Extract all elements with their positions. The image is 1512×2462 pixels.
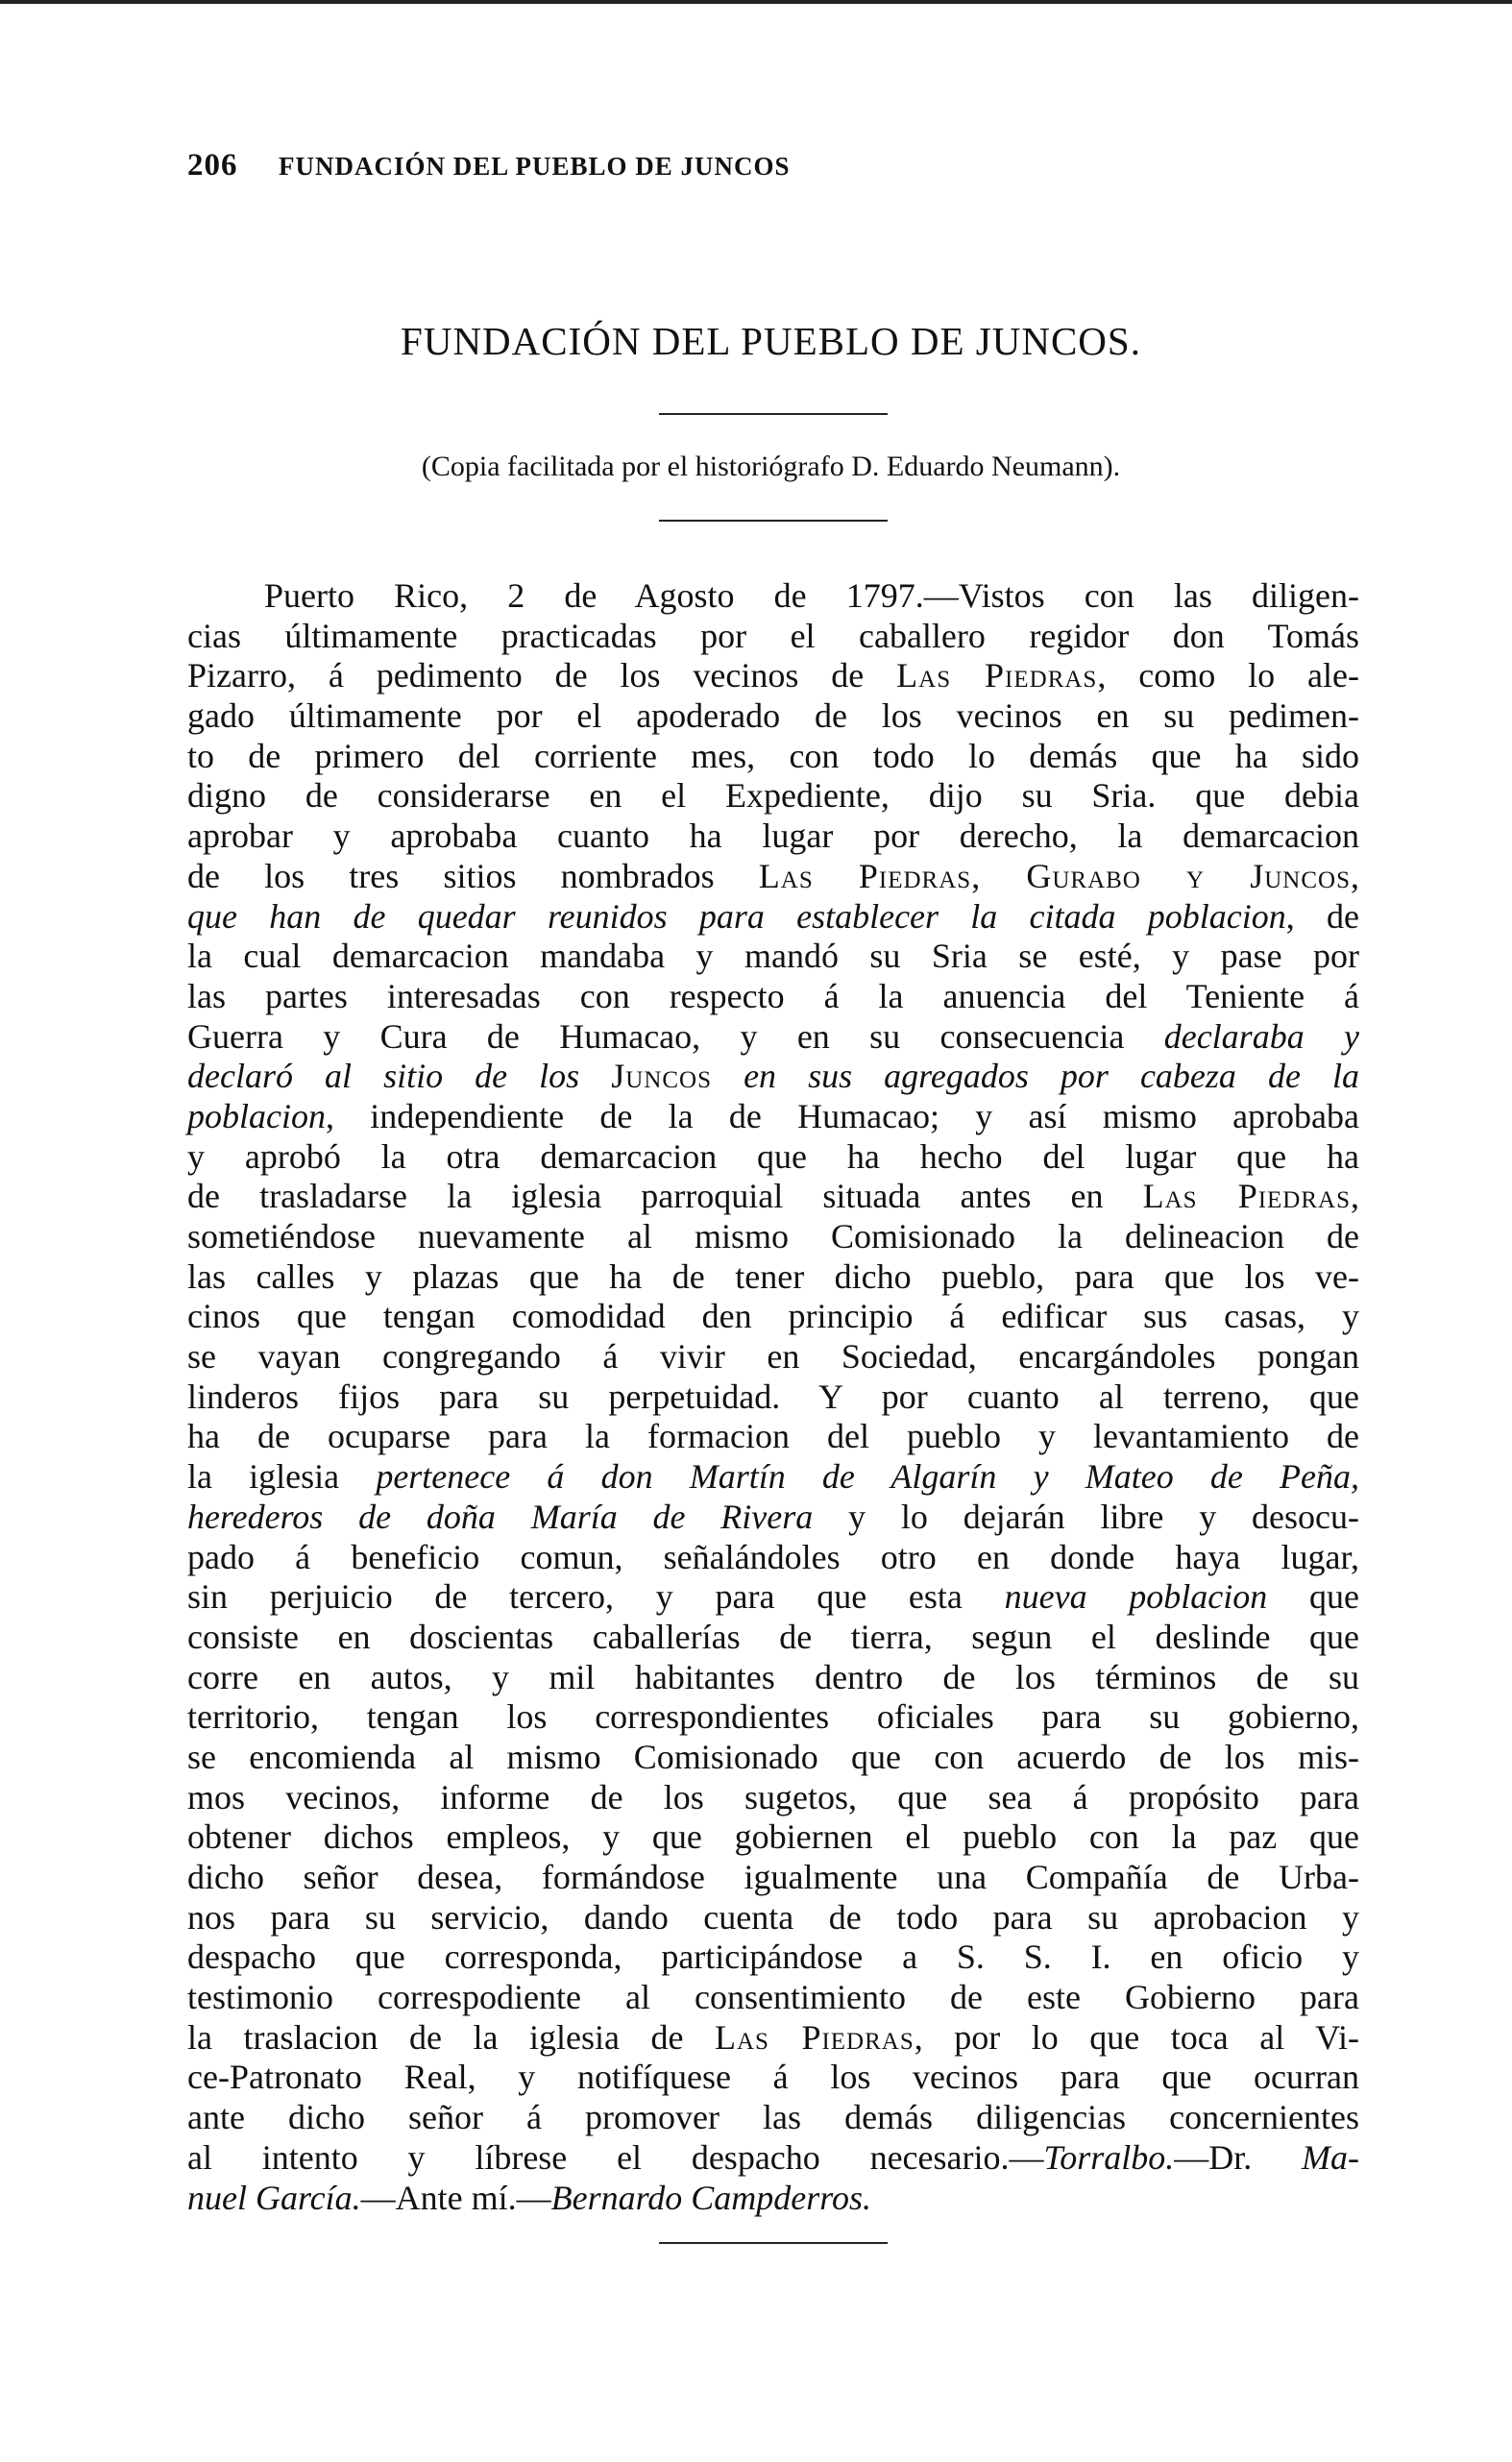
body-line: la traslacion de la iglesia de Las Piedras, por lo que toca al Vi- [187,2017,1359,2057]
body-line: la cual demarcacion mandaba y mandó su Sria se esté, y pase por [187,937,1359,976]
body-line: herederos de doña María de Rivera y lo dejarán libre y desocu- [187,1497,1359,1536]
body-line: nuel García.—Ante mí.—Bernardo Campderros. [187,2178,871,2217]
document-body [187,576,1359,2218]
body-line: gado últimamente por el apoderado de los vecinos en su pedimen- [187,696,1359,736]
body-line: to de primero del corriente mes, con todo lo demás que ha sido [187,736,1359,775]
body-line: se vayan congregando á vivir en Sociedad, encargándoles pongan [187,1337,1359,1377]
running-head [187,146,1340,184]
body-line: se encomienda al mismo Comisionado que con acuerdo de los mis- [187,1737,1359,1776]
body-line: aprobar y aprobaba cuanto ha lugar por derecho, la demarcacion [187,817,1359,856]
body-line: sin perjuicio de tercero, y para que esta nueva poblacion que [187,1577,1359,1617]
body-line: territorio, tengan los correspondientes oficiales para su gobierno, [187,1697,1359,1737]
body-line: que han de quedar reunidos para establecer la citada poblacion, de [187,896,1359,936]
title-divider [659,413,888,415]
body-line: digno de considerarse en el Expediente, dijo su Sria. que debia [187,776,1359,816]
body-line: ante dicho señor á promover las demás diligencias concernientes [187,2098,1359,2137]
body-line: las partes interesadas con respecto á la anuencia del Teniente á [187,976,1359,1015]
body-line: y aprobó la otra demarcacion que ha hecho del lugar que ha [187,1136,1359,1176]
subtitle-divider [659,520,888,522]
body-line: la iglesia pertenece á don Martín de Algarín y Mateo de Peña, [187,1457,1360,1497]
body-line: cinos que tengan comodidad den principio á edificar sus casas, y [187,1297,1359,1336]
body-line: de trasladarse la iglesia parroquial situada antes en Las Piedras, [187,1177,1359,1216]
document-subtitle: (Copia facilitada por el historiógrafo D. Eduardo Neumann). [421,451,1121,482]
body-line: dicho señor desea, formándose igualmente una Compañía de Urba- [187,1858,1359,1896]
closing-divider [659,2242,888,2244]
body-line: declaró al sitio de los Juncos en sus agregados por cabeza de la [187,1057,1359,1096]
body-line: despacho que corresponda, participándose a S. S. I. en oficio y [187,1938,1359,1977]
body-line: consiste en doscientas caballerías de tierra, segun el deslinde que [187,1617,1359,1656]
body-line: ha de ocuparse para la formacion del pueblo y levantamiento de [187,1417,1359,1456]
body-line: corre en autos, y mil habitantes dentro de los términos de su [187,1657,1359,1696]
body-line: las calles y plazas que ha de tener dicho pueblo, para que los ve- [187,1256,1359,1296]
body-line: testimonio correspodiente al consentimiento de este Gobierno para [187,1978,1359,2017]
body-line: Guerra y Cura de Humacao, y en su consecuencia declaraba y [187,1016,1360,1056]
running-head-title: FUNDACIÓN DEL PUEBLO DE JUNCOS [279,152,791,181]
body-line: pado á beneficio comun, señalándoles otro en donde haya lugar, [187,1537,1359,1576]
body-line: linderos fijos para su perpetuidad. Y por cuanto al terreno, que [187,1377,1359,1416]
body-line: ce-Patronato Real, y notifíquese á los vecinos para que ocurran [187,2058,1359,2097]
body-line: nos para su servicio, dando cuenta de todo para su aprobacion y [187,1897,1359,1937]
page-number: 206 [187,148,238,183]
body-line: cias últimamente practicadas por el caballero regidor don Tomás [187,616,1359,655]
body-line: de los tres sitios nombrados Las Piedras, Gurabo y Juncos, [187,856,1359,895]
body-line: poblacion, independiente de la de Humacao; y así mismo aprobaba [187,1096,1359,1135]
body-line: mos vecinos, informe de los sugetos, que sea á propósito para [187,1777,1359,1816]
body-line: sometiéndose nuevamente al mismo Comisionado la delineacion de [187,1217,1359,1255]
body-line: Pizarro, á pedimento de los vecinos de Las Piedras, como lo ale- [187,656,1359,695]
body-line: obtener dichos empleos, y que gobiernen el pueblo con la paz que [187,1817,1359,1857]
top-border-rule [0,0,1512,4]
body-line: Puerto Rico, 2 de Agosto de 1797.—Vistos con las diligen- [264,576,1359,615]
body-line: al intento y líbrese el despacho necesario.—Torralbo.—Dr. Ma- [187,2137,1360,2177]
document-title: FUNDACIÓN DEL PUEBLO DE JUNCOS. [401,319,1141,363]
